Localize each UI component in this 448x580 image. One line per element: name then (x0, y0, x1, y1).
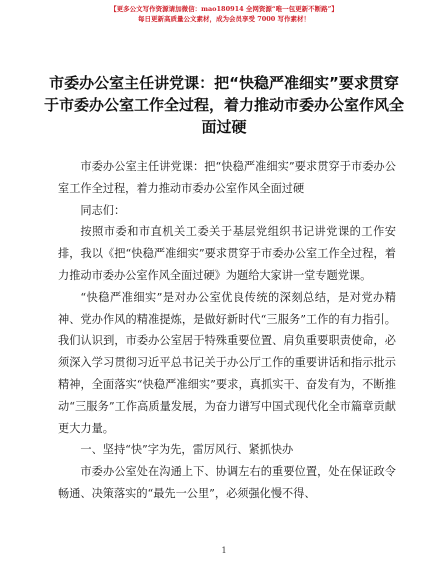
document-title: 市委办公室主任讲党课：把“快稳严准细实”要求贯穿于市委办公室工作全过程，着力推动市委办公室作风全面过硬 (44, 74, 405, 136)
document-body (58, 156, 396, 505)
page-number: 1 (221, 546, 227, 555)
paragraph-intro: 按照市委和市直机关工委关于基层党组织书记讲党课的工作安排，我以《把“快稳严准细实”要求贯穿于市委办公室工作全过程，着力推动市委办公室作风全面过硬》为题给大家讲一堂专题党课。 (58, 225, 396, 282)
header-banner (0, 4, 448, 24)
banner-line-1: 【更多公文写作资源请加微信：mao180914 全网资源“唯一包更新不断路”】 (110, 5, 338, 13)
banner-line-2: 每日更新高质量公文素材，成为会员享受 7000 写作素材！ (137, 15, 311, 23)
paragraph-salutation: 同志们： (80, 203, 126, 217)
paragraph-subtitle: 市委办公室主任讲党课：把“快稳严准细实”要求贯穿于市委办公室工作全过程，着力推动市委办公室作风全面过硬 (58, 160, 396, 195)
paragraph-main: “快稳严准细实”是对办公室优良传统的深刻总结，是对党办精神、党办作风的精准提炼，是做好新时代“三服务”工作的有力指引。我们认识到，市委办公室居于特殊重要位置、肩负重要职责使命，必须深入学习贯彻习近平总书记关于办公厅工作的重要讲话和指示批示精神，全面落实“快稳严准细实”要求，真抓实干、奋发有为，不断推动“三服务”工作高质量发展，为奋力谱写中国式现代化全市篇章贡献更大力量。 (58, 290, 396, 435)
section-heading-1: 一、坚持“快”字为先，雷厉风行、紧抓快办 (80, 443, 294, 457)
paragraph-section-1: 市委办公室处在沟通上下、协调左右的重要位置，处在保证政令畅通、决策落实的“最先一公里”，必须强化慢不得、 (58, 465, 396, 500)
